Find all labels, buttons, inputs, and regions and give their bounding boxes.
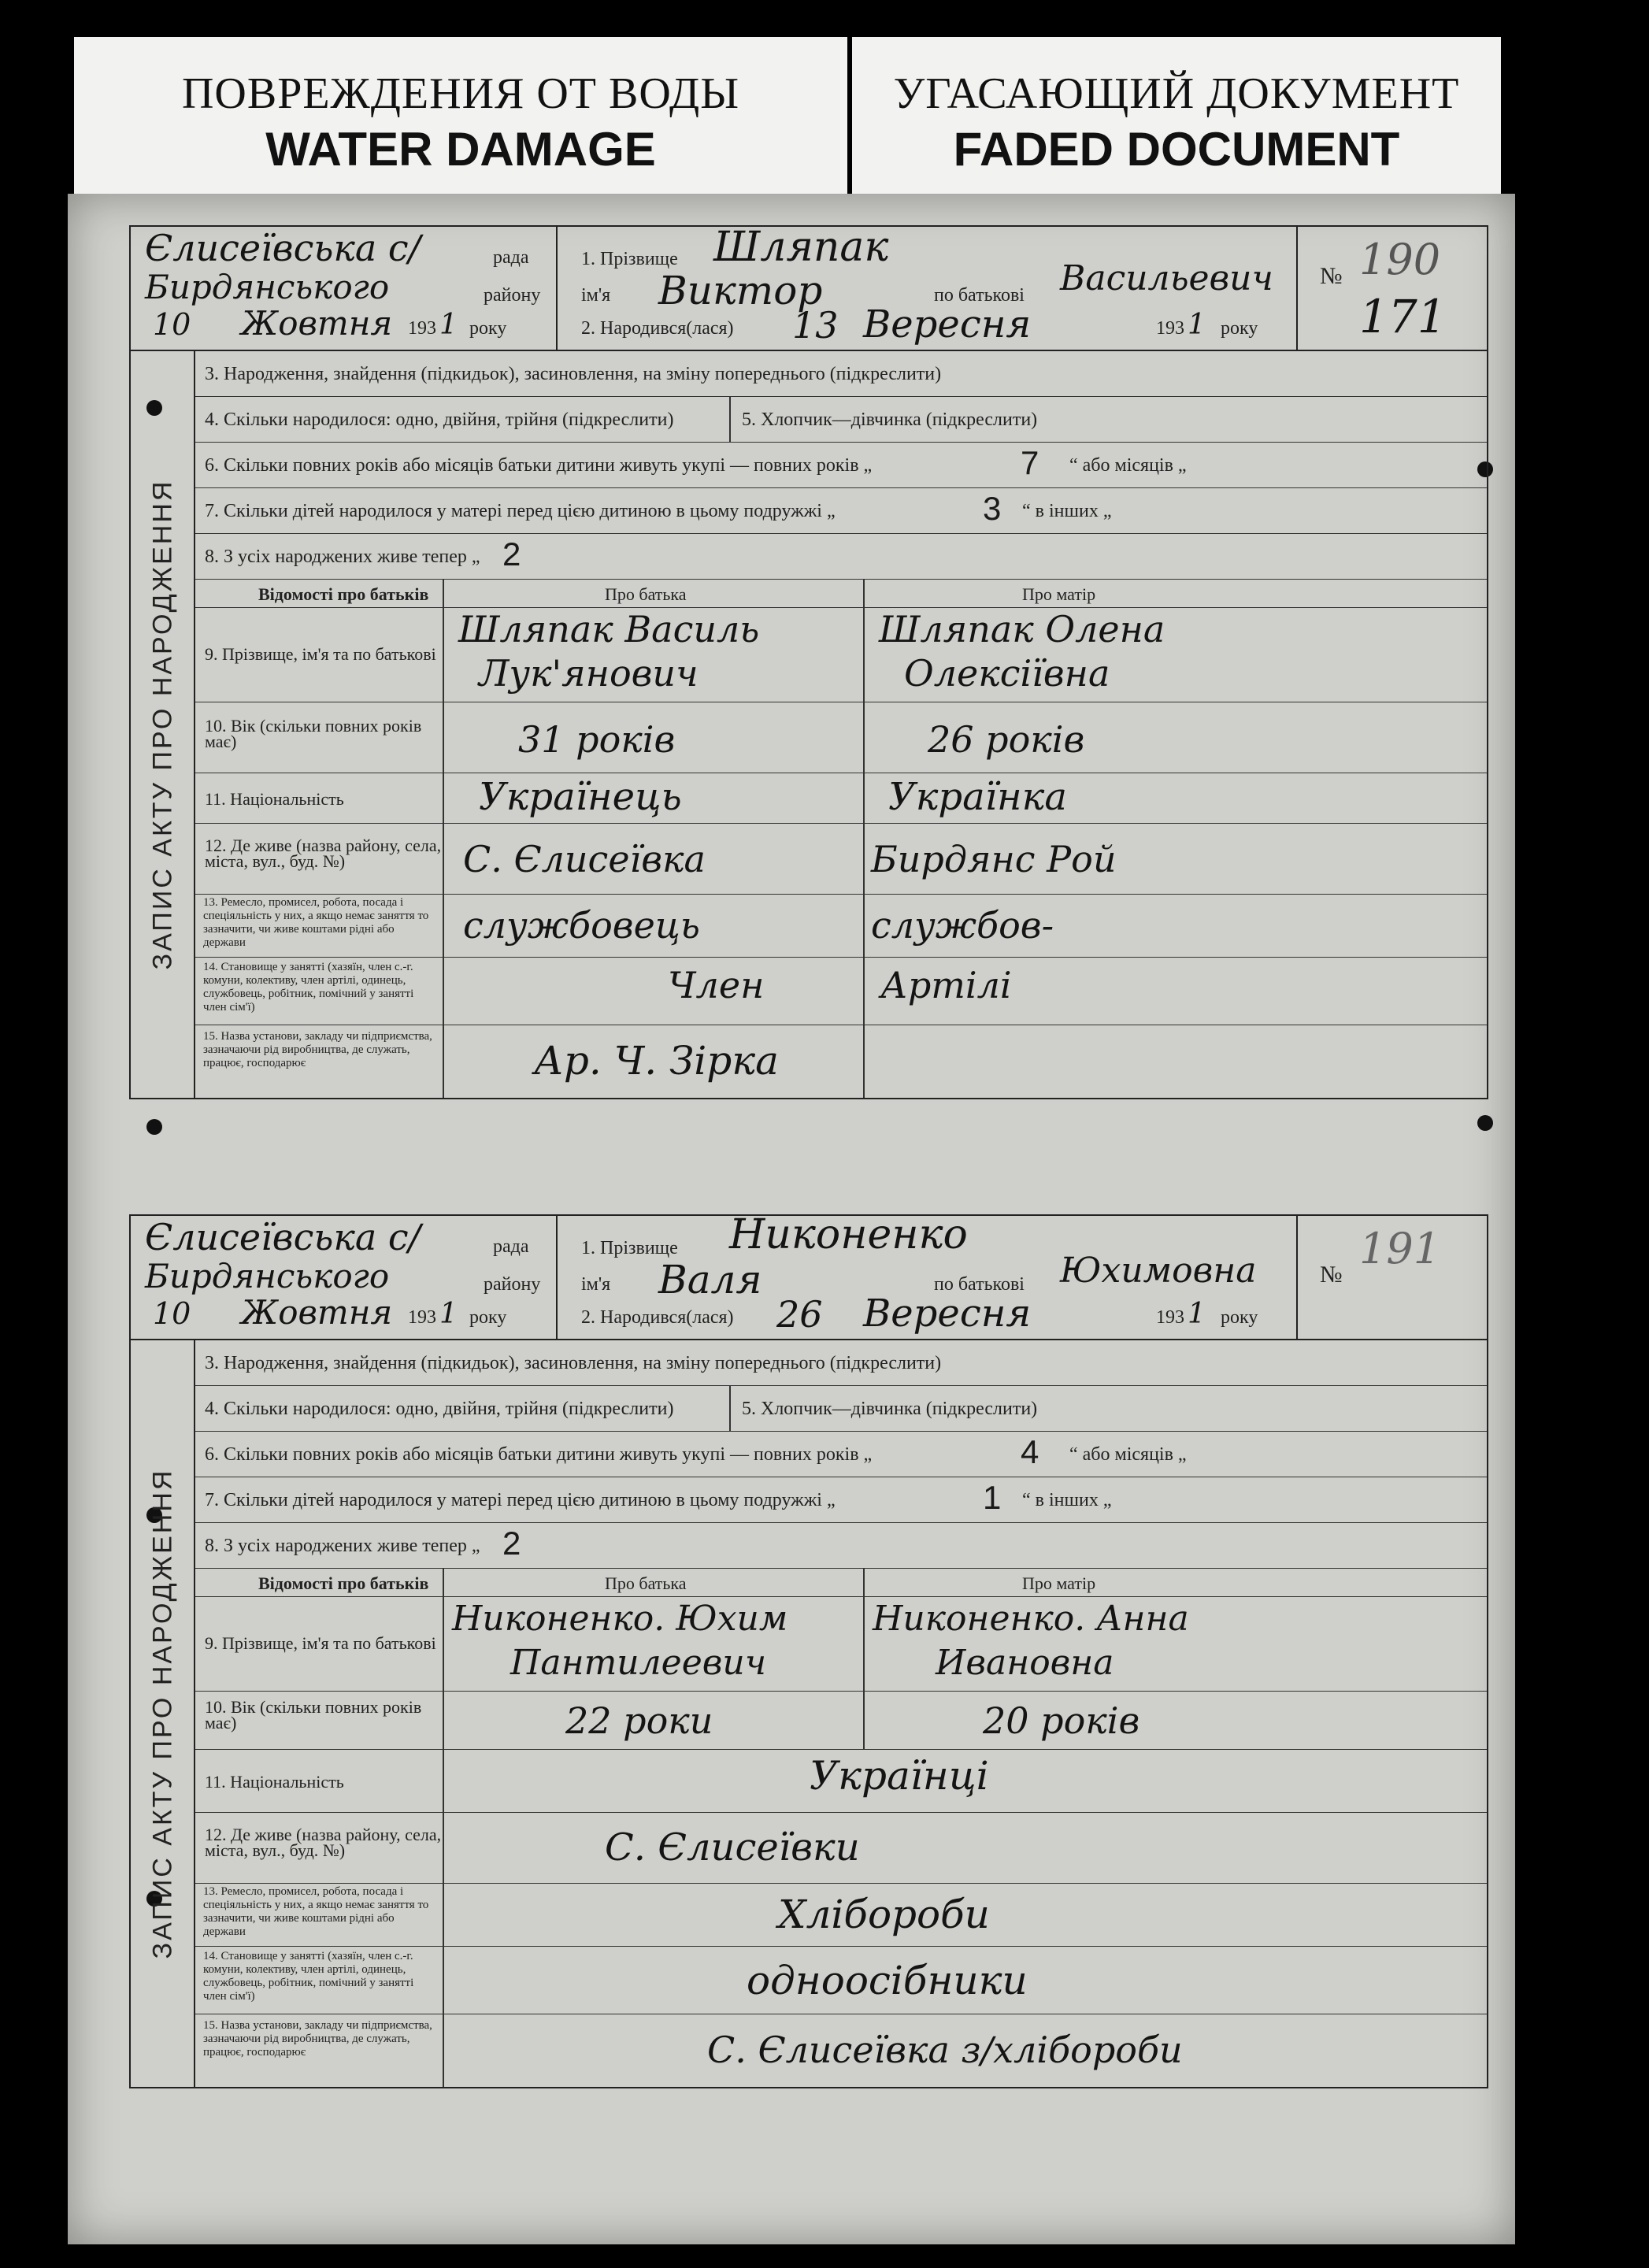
divider (729, 1386, 731, 1432)
record-body (129, 351, 1488, 1099)
mother-age: 26 років (928, 718, 1085, 761)
reg-year-digit: 1 (439, 309, 458, 341)
raion-label: району (484, 1274, 541, 1295)
field-9: 9. Прізвище, ім'я та по батькові (205, 644, 436, 664)
field-6b: “ або місяців „ (1069, 455, 1187, 476)
row-14 (195, 1947, 1487, 2014)
living-now: 2 (502, 536, 521, 573)
record-number: 191 (1359, 1224, 1441, 1273)
child-cell (556, 1211, 1298, 1339)
child-cell (556, 224, 1298, 350)
field-12: 12. Де живе (назва району, села, міста, вул., буд. №) (205, 1825, 442, 1860)
father-patronymic: Пантилеевич (510, 1643, 767, 1683)
name-label: ім'я (581, 285, 611, 306)
hdr-info: Відомості про батьків (258, 1573, 429, 1593)
birth-year-print: 193 (1156, 1307, 1184, 1328)
row-4-5 (195, 1386, 1487, 1432)
mother-patronymic: Олексіївна (904, 652, 1110, 695)
field-5: 5. Хлопчик—дівчинка (підкреслити) (742, 410, 1038, 430)
number-label: № (1320, 1262, 1343, 1288)
children-before: 3 (983, 490, 1002, 527)
child-name: Виктор (658, 268, 823, 313)
field-7: 7. Скільки дітей народилося у матері перед цією дитиною в цьому подружжі „ (205, 1490, 836, 1510)
years-together: 4 (1021, 1433, 1039, 1470)
patronymic-label: по батькові (934, 285, 1025, 306)
nationality: Українці (810, 1753, 989, 1799)
field-7b: “ в інших „ (1022, 1490, 1112, 1510)
record-number: 190 (1359, 235, 1441, 284)
row-9 (195, 608, 1487, 702)
row-4-5 (195, 397, 1487, 443)
record-header (129, 225, 1488, 351)
record-body (129, 1340, 1488, 2088)
father-name: Никоненко. Юхим (452, 1599, 788, 1639)
faded-document-ru: УГАСАЮЩИЙ ДОКУМЕНТ (893, 69, 1460, 118)
field-7b: “ в інших „ (1022, 501, 1112, 521)
field-3: 3. Народження, знайдення (підкидьок), засиновлення, на зміну попереднього (підкреслити) (205, 1353, 942, 1373)
field-6: 6. Скільки повних років або місяців батьки дитини живуть укупі — повних років „ (205, 455, 873, 476)
child-surname: Шляпак (713, 224, 889, 271)
birth-year-digit: 1 (1188, 309, 1206, 341)
field-5: 5. Хлопчик—дівчинка (підкреслити) (742, 1399, 1038, 1419)
row-8 (195, 1523, 1487, 1569)
row-14 (195, 958, 1487, 1025)
field-13: 13. Ремесло, промисел, робота, посада і спеціяльність у них, а якщо немає заняття то зазначити, чи живе коштами рідні або держави (203, 1885, 429, 1938)
council-name: Єлисеївська с/ (145, 1216, 421, 1258)
council-cell (131, 227, 558, 350)
side-title: ЗАПИС АКТУ ПРО НАРОДЖЕННЯ (147, 479, 178, 970)
roku-label-2: року (1221, 318, 1258, 339)
mother-nationality: Українка (888, 775, 1067, 819)
row-13 (195, 1884, 1487, 1947)
council-cell (131, 1216, 558, 1339)
punch-hole (1477, 1115, 1493, 1131)
reg-month: Жовтня (241, 1293, 393, 1332)
field-14: 14. Становище у занятті (хазяїн, член с.-г. комуни, колективу, член артілі, одинець, службовець, робітник, помічний у занятті член сім'ї) (203, 1950, 414, 2003)
side-title: ЗАПИС АКТУ ПРО НАРОДЖЕННЯ (147, 1468, 178, 1959)
row-15 (195, 1025, 1487, 1098)
status: одноосібники (747, 1958, 1028, 2003)
row-8 (195, 534, 1487, 580)
divider (729, 397, 731, 443)
mother-age: 20 років (983, 1699, 1140, 1742)
row-15 (195, 2014, 1487, 2087)
punch-hole (146, 1119, 162, 1135)
parents-header (195, 580, 1487, 608)
field-15: 15. Назва установи, закладу чи підприємства, зазначаючи рід виробництва, де служать, працює, господарює (203, 2019, 432, 2059)
reg-month: Жовтня (241, 304, 393, 343)
row-11 (195, 1750, 1487, 1813)
field-10: 10. Вік (скільки повних років має) (205, 716, 422, 751)
hdr-info: Відомості про батьків (258, 584, 429, 604)
father-residence: С. Єлисеївка (463, 838, 706, 880)
reg-year-print: 193 (408, 1307, 436, 1328)
water-damage-label (74, 37, 847, 198)
surname-label: 1. Прізвище (581, 249, 678, 269)
field-15: 15. Назва установи, закладу чи підприємства, зазначаючи рід виробництва, де служать, працює, господарює (203, 1030, 432, 1069)
field-3: 3. Народження, знайдення (підкидьок), засиновлення, на зміну попереднього (підкреслити) (205, 364, 942, 384)
reg-day: 10 (153, 1296, 191, 1331)
mother-occupation: службов- (871, 904, 1054, 947)
birth-day: 13 (792, 304, 839, 346)
mother-patronymic: Ивановна (936, 1643, 1114, 1683)
birth-month: Вересня (863, 302, 1032, 346)
roku-label-2: року (1221, 1307, 1258, 1328)
faded-document-en: FADED DOCUMENT (953, 123, 1400, 176)
field-4: 4. Скільки народилося: одно, двійня, трійня (підкреслити) (205, 410, 674, 430)
field-13: 13. Ремесло, промисел, робота, посада і спеціяльність у них, а якщо немає заняття то зазначити, чи живе коштами рідні або держави (203, 896, 429, 949)
surname-label: 1. Прізвище (581, 1238, 678, 1258)
born-label: 2. Народився(лася) (581, 318, 734, 339)
children-before: 1 (983, 1479, 1002, 1516)
father-age: 22 роки (565, 1699, 713, 1742)
name-label: ім'я (581, 1274, 611, 1295)
record-header (129, 1211, 1488, 1340)
field-9: 9. Прізвище, ім'я та по батькові (205, 1633, 436, 1653)
row-6 (195, 443, 1487, 488)
patronymic-label: по батькові (934, 1274, 1025, 1295)
father-occupation: службовець (463, 904, 700, 947)
record-number-lower: 171 (1359, 290, 1447, 343)
row-10 (195, 702, 1487, 773)
row-12 (195, 1813, 1487, 1884)
field-14: 14. Становище у занятті (хазяїн, член с.-г. комуни, колективу, член артілі, одинець, службовець, робітник, помічний у занятті член сім'ї) (203, 961, 414, 1014)
row-7 (195, 488, 1487, 534)
hdr-mother: Про матір (1022, 584, 1096, 604)
mother-name: Никоненко. Анна (873, 1599, 1189, 1639)
hdr-mother: Про матір (1022, 1573, 1096, 1593)
field-6: 6. Скільки повних років або місяців батьки дитини живуть укупі — повних років „ (205, 1444, 873, 1465)
number-label: № (1320, 263, 1343, 289)
hdr-father: Про батька (605, 1573, 687, 1593)
parents-header (195, 1569, 1487, 1597)
birth-day: 26 (776, 1293, 823, 1336)
father-patronymic: Лук'янович (479, 652, 699, 695)
field-8: 8. З усіх народжених живе тепер „ (205, 547, 480, 567)
field-10: 10. Вік (скільки повних років має) (205, 1697, 422, 1732)
faded-document-label (852, 37, 1501, 198)
council-name: Єлисеївська с/ (145, 227, 421, 269)
birth-year-digit: 1 (1188, 1298, 1206, 1330)
raion-label: району (484, 285, 541, 306)
row-6 (195, 1432, 1487, 1477)
row-12 (195, 824, 1487, 895)
living-now: 2 (502, 1525, 521, 1562)
number-cell (1296, 227, 1487, 350)
reg-year-print: 193 (408, 318, 436, 339)
institution: С. Єлисеївка з/хлібороби (707, 2029, 1183, 2071)
birth-record-1 (129, 225, 1488, 1099)
father-name: Шляпак Василь (458, 608, 760, 650)
district-name: Бирдянського (145, 268, 390, 306)
institution: Ар. Ч. Зірка (534, 1038, 779, 1084)
district-name: Бирдянського (145, 1257, 390, 1295)
field-11: 11. Національність (205, 1772, 344, 1792)
father-status: Член (668, 964, 765, 1006)
water-damage-ru: ПОВРЕЖДЕНИЯ ОТ ВОДЫ (181, 69, 740, 118)
row-13 (195, 895, 1487, 958)
reg-year-digit: 1 (439, 1298, 458, 1330)
occupation: Хлібороби (778, 1892, 990, 1937)
field-7: 7. Скільки дітей народилося у матері перед цією дитиною в цьому подружжі „ (205, 501, 836, 521)
residence: С. Єлисеївки (605, 1825, 860, 1870)
birth-year-print: 193 (1156, 318, 1184, 339)
field-11: 11. Національність (205, 789, 344, 809)
side-title-strip (131, 1340, 195, 2087)
field-8: 8. З усіх народжених живе тепер „ (205, 1536, 480, 1556)
father-age: 31 років (518, 718, 676, 761)
number-cell (1296, 1216, 1487, 1339)
row-9 (195, 1597, 1487, 1692)
roku-label: року (469, 318, 507, 339)
side-title-strip (131, 351, 195, 1098)
birth-record-2 (129, 1211, 1488, 2088)
water-damage-en: WATER DAMAGE (265, 123, 656, 176)
years-together: 7 (1021, 444, 1039, 481)
rada-label: рада (493, 247, 529, 268)
birth-month: Вересня (863, 1292, 1032, 1336)
mother-name: Шляпак Олена (879, 608, 1165, 650)
mother-status: Артілі (880, 964, 1012, 1006)
child-name: Валя (658, 1257, 762, 1303)
roku-label: року (469, 1307, 507, 1328)
father-nationality: Українець (479, 775, 682, 819)
row-10 (195, 1692, 1487, 1750)
field-4: 4. Скільки народилося: одно, двійня, трійня (підкреслити) (205, 1399, 674, 1419)
child-surname: Никоненко (729, 1211, 968, 1258)
row-11 (195, 773, 1487, 824)
child-patronymic: Юхимовна (1060, 1251, 1257, 1291)
field-12: 12. Де живе (назва району, села, міста, вул., буд. №) (205, 836, 442, 871)
field-6b: “ або місяців „ (1069, 1444, 1187, 1465)
born-label: 2. Народився(лася) (581, 1307, 734, 1328)
reg-day: 10 (153, 307, 191, 342)
row-3 (195, 1340, 1487, 1386)
rada-label: рада (493, 1236, 529, 1257)
row-3 (195, 351, 1487, 397)
mother-residence: Бирдянс Рой (871, 838, 1117, 880)
hdr-father: Про батька (605, 584, 687, 604)
row-7 (195, 1477, 1487, 1523)
child-patronymic: Васильевич (1060, 258, 1273, 298)
